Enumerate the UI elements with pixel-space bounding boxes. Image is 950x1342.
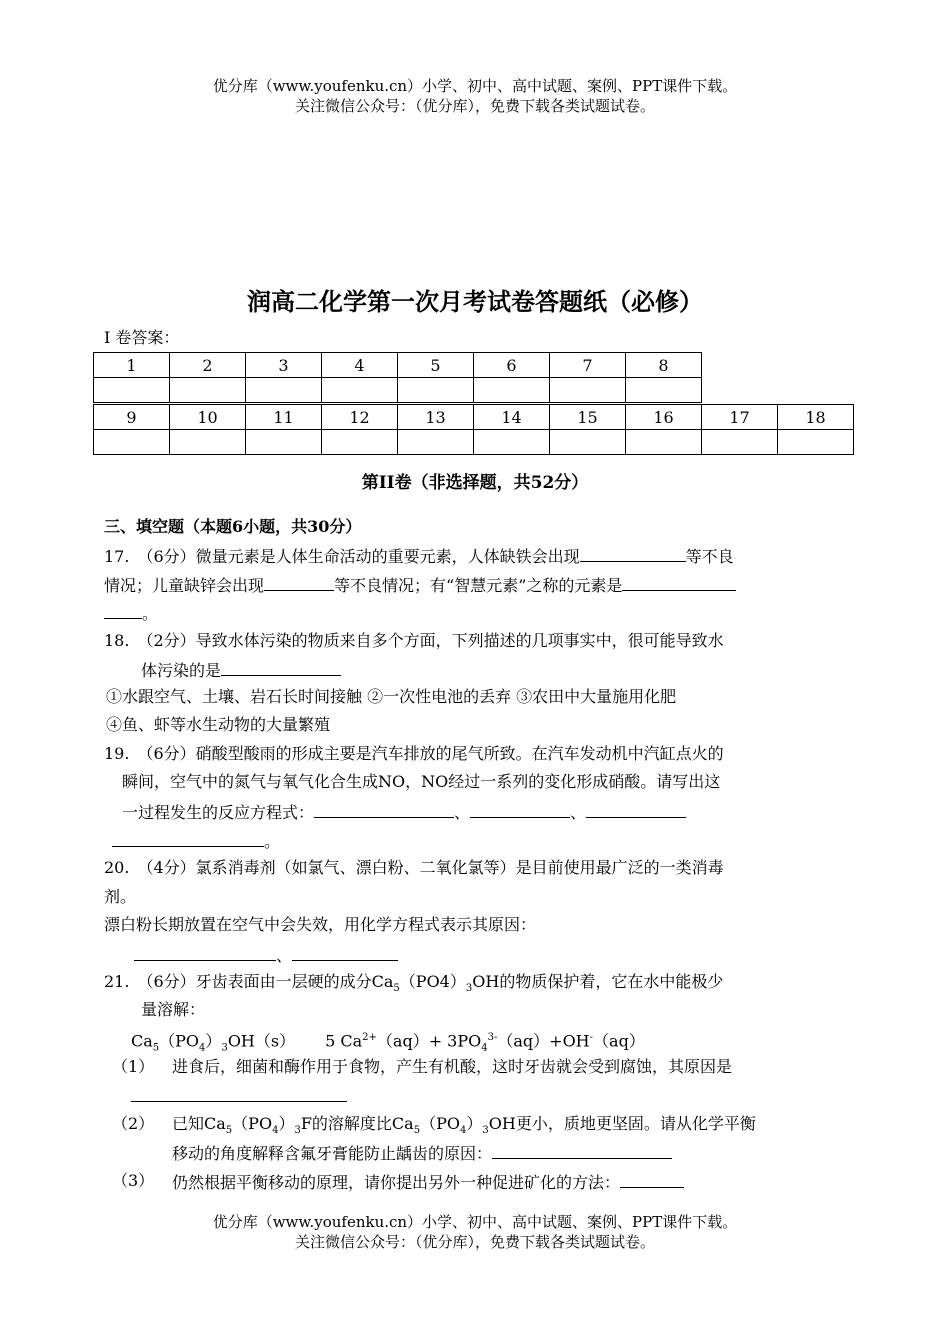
answer-cell[interactable] [550,378,626,403]
answer-header-cell: 17 [702,405,778,430]
q21-text: ） [466,1114,483,1133]
q21-text: F的溶解度比Ca [300,1114,414,1133]
answer-header-cell: 15 [550,405,626,430]
answer-header-cell: 1 [94,353,170,378]
eq-text: （aq）+OH [497,1031,590,1051]
q21-part3-text [172,1170,684,1194]
q21-part2-num: （2） [112,1114,155,1133]
q18-blank[interactable] [221,658,341,676]
answer-header-cell: 4 [322,353,398,378]
q21-text: （PO [420,1114,460,1133]
q21-part2-text [172,1113,756,1142]
q17-text: 17. （6分）微量元素是人体生命活动的重要元素，人体缺铁会出现 [104,547,580,566]
q21-sub: 3 [465,983,473,995]
answer-cell[interactable] [246,378,322,403]
answer-cell[interactable] [398,378,474,403]
q21-sub: 3 [294,1125,301,1137]
answer-cell[interactable] [322,430,398,455]
q19-line1: 19. （6分）硝酸型酸雨的形成主要是汽车排放的尾气所致。在汽车发动机中汽缸点火的 [104,744,724,763]
q21-text: 移动的角度解释含氟牙膏能防止龋齿的原因： [172,1144,493,1163]
eq-text: OH（s） [227,1031,296,1051]
q20-blank-1[interactable] [134,943,276,961]
q21-text: 仍然根据平衡移动的原理，请你提出另外一种促进矿化的方法： [172,1173,621,1192]
q17-line3 [104,601,158,625]
q21-equation [131,1027,645,1060]
answer-cell[interactable] [474,430,550,455]
page-header [0,76,950,116]
answer-header-row [94,353,702,378]
q19-blank-2[interactable] [470,800,570,818]
q21-line1 [104,971,723,1000]
footer-line-2: 关注微信公众号：（优分库），免费下载各类试题试卷。 [294,1233,655,1251]
answer-cell[interactable] [626,378,702,403]
eq-text: ） [205,1031,222,1051]
answer-header-cell: 2 [170,353,246,378]
q19-line3 [122,800,686,824]
answer-cell[interactable] [778,430,854,455]
answer-header-row [94,405,854,430]
q17-text: 。 [142,604,159,623]
answer-cell[interactable] [322,378,398,403]
answer-header-cell: 14 [474,405,550,430]
answer-header-cell: 16 [626,405,702,430]
q21-part2-line2 [172,1141,672,1165]
section3-title: 三、填空题（本题6小题，共30分） [104,517,362,536]
q19-end: 。 [264,832,281,851]
answer-cell[interactable] [170,430,246,455]
q21-sub: 3 [482,1125,489,1137]
q20-line1: 20. （4分）氯系消毒剂（如氯气、漂白粉、二氧化氯等）是目前使用最广泛的一类消毒 [104,858,724,877]
eq-sup: - [589,1032,594,1043]
answer-header-cell: 10 [170,405,246,430]
q21-sub: 5 [413,1125,421,1137]
answer-header-cell: 6 [474,353,550,378]
answer-cell[interactable] [94,378,170,403]
q19-blank-1[interactable] [314,800,454,818]
answer-header-cell: 13 [398,405,474,430]
q17-blank-3[interactable] [622,573,736,591]
eq-text: （aq） [593,1031,645,1051]
answer-table-1 [93,352,702,403]
q19-sep: 、 [570,803,587,822]
answer-cell[interactable] [398,430,474,455]
header-line-1: 优分库（www.youfenku.cn）小学、初中、高中试题、案例、PPT课件下载。 [212,77,738,95]
q20-line4 [134,943,398,967]
q21-text: OH的物质保护着，它在水中能极少 [472,972,724,991]
q18-line1: 18. （2分）导致水体污染的物质来自多个方面，下列描述的几项事实中，很可能导致水 [104,631,724,650]
q19-text: 一过程发生的反应方程式： [122,803,315,822]
eq-sub: 4 [481,1042,488,1054]
q21-line2: 量溶解： [141,1000,206,1019]
q21-part1-num: （1） [112,1057,155,1076]
q21-text: （PO [232,1114,273,1133]
q17-line2 [104,573,736,597]
answer-input-row [94,430,854,455]
answer-header-cell: 18 [778,405,854,430]
q20-blank-2[interactable] [292,943,398,961]
page-footer [0,1212,950,1252]
header-line-2: 关注微信公众号：（优分库），免费下载各类试题试卷。 [294,97,655,115]
q21-part1-answer [131,1084,347,1108]
q21-blank-3[interactable] [620,1170,684,1188]
q21-sub: 5 [225,1125,233,1137]
q21-part3-num: （3） [112,1171,155,1190]
q21-sub: 4 [272,1125,279,1137]
q18-line2 [141,658,341,682]
eq-sup: 2+ [362,1032,377,1043]
part2-title: 第II卷（非选择题，共52分） [361,473,589,493]
q17-text: 情况；儿童缺锌会出现 [104,576,265,595]
q21-text: OH更小，质地更坚固。请从化学平衡 [488,1114,756,1133]
answer-cell[interactable] [626,430,702,455]
q21-sub: 5 [393,983,400,995]
answer-input-row [94,378,702,403]
answer-cell[interactable] [170,378,246,403]
answer-header-cell: 7 [550,353,626,378]
q17-blank-1[interactable] [580,544,686,562]
answer-cell[interactable] [550,430,626,455]
q21-text: ） [278,1114,295,1133]
answer-header-cell: 9 [94,405,170,430]
footer-line-1: 优分库（www.youfenku.cn）小学、初中、高中试题、案例、PPT课件下载。 [212,1213,738,1231]
eq-text: 5 Ca [325,1031,363,1051]
eq-sub: 3 [221,1042,228,1054]
q19-line2: 瞬间，空气中的氮气与氧气化合生成NO，NO经过一系列的变化形成硝酸。请写出这 [122,772,721,791]
answer-header-cell: 12 [322,405,398,430]
answer-cell[interactable] [94,430,170,455]
eq-sub: 5 [152,1042,160,1054]
page-title: 润高二化学第一次月考试卷答题纸（必修） [247,288,703,316]
q18-options-1: ①水跟空气、土壤、岩石长时间接触 ②一次性电池的丢弃 ③农田中大量施用化肥 [106,687,677,706]
q21-text: 已知Ca [172,1114,226,1133]
q17-text: 等不良 [685,547,734,566]
answer-header-cell: 11 [246,405,322,430]
answer-cell[interactable] [474,378,550,403]
q19-sep: 、 [454,803,471,822]
q20-line3: 漂白粉长期放置在空气中会失效，用化学方程式表示其原因： [104,915,537,934]
q19-line4 [112,829,280,853]
q20-line2: 剂。 [104,887,137,906]
answer-table-2 [93,404,854,455]
answer-cell[interactable] [702,430,778,455]
q17-line1 [104,544,734,568]
answer-cell[interactable] [246,430,322,455]
answer-header-cell: 5 [398,353,474,378]
answer-header-cell: 8 [626,353,702,378]
q19-blank-3[interactable] [586,800,686,818]
eq-text: （aq）+ 3PO [376,1031,482,1051]
q18-text: 体污染的是 [141,661,222,680]
q17-text: 等不良情况；有“智慧元素”之称的元素是 [334,576,623,595]
q19-blank-4[interactable] [112,829,264,847]
q21-blank-2[interactable] [492,1141,672,1159]
section1-label: Ⅰ 卷答案： [104,328,180,347]
q21-text: 21. （6分）牙齿表面由一层硬的成分Ca [104,972,394,991]
q21-part1-text: 进食后，细菌和酶作用于食物，产生有机酸，这时牙齿就会受到腐蚀，其原因是 [172,1057,733,1076]
q17-blank-2[interactable] [264,573,334,591]
eq-sup: 3- [487,1032,498,1043]
answer-header-cell: 3 [246,353,322,378]
q17-blank-3-cont[interactable] [104,601,142,619]
eq-text: Ca [131,1031,153,1051]
q21-text: （PO4） [399,972,466,991]
q21-blank-1[interactable] [131,1084,347,1102]
q21-sub: 4 [459,1125,467,1137]
q20-sep: 、 [276,946,293,965]
eq-sub: 4 [199,1042,206,1054]
q18-options-2: ④鱼、虾等水生动物的大量繁殖 [106,715,331,734]
eq-text: （PO [159,1031,200,1051]
